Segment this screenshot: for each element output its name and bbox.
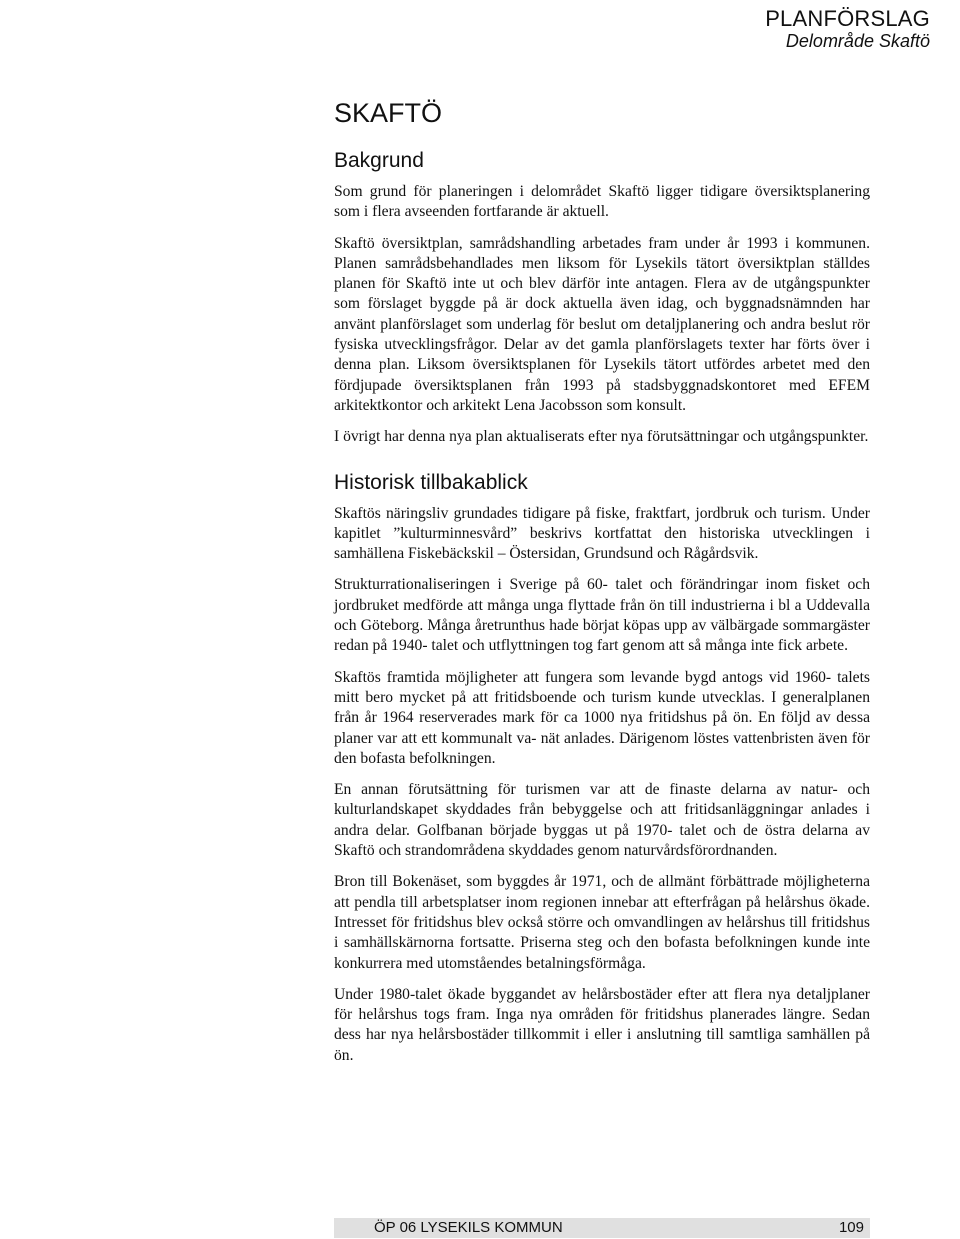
paragraph: Skaftö översiktplan, samrådshandling arbetades fram under år 1993 i kommunen. Planen samrådsbehandlades men liksom för Lysekils tätort översiktplan ställdes planen för Skaftö inte ut och blev därför inte antagen. Flera av de utgångspunkter som förslaget byggde på är dock aktuella även idag, och byggnadsnämnden har använt planförslaget som underlag för beslut om detaljplanering och andra beslut rör fysiska utvecklingsfrågor. Delar av det gamla planförslagets texter har förts över i denna plan. Liksom översiktsplanen för Lysekils tätort utfördes arbetet med den fördjupade översiktsplanen från 1993 på stadsbyggnadskontoret med EFEM arkitektkontor och arkitekt Lena Jacobsson som konsult.	[334, 234, 870, 414]
footer-publication: ÖP 06 LYSEKILS KOMMUN	[374, 1219, 563, 1236]
running-header	[765, 6, 930, 52]
paragraph: Skaftös näringsliv grundades tidigare på fiske, fraktfart, jordbruk och turism. Under kapitlet ”kulturminnesvård” beskrivs kortfattat den historiska utvecklingen i samhällena Fiskebäckskil – Östersidan, Grundsund och Rågårdsvik.	[334, 504, 870, 563]
paragraph: Strukturrationaliseringen i Sverige på 60- talet och förändringar inom fisket och jordbruket medförde att många unga flyttade från ön till industrierna i bl a Uddevalla och Göteborg. Många åretrunthus hade börjat köpas upp av välbärgade sommargäster redan på 1940- talet och utflyttningen tog fart genom att så många inte fick arbete.	[334, 576, 870, 655]
paragraph: Bron till Bokenäset, som byggdes år 1971, och de allmänt förbättrade möjligheterna att pendla till arbetsplatser inom regionen innebar att efterfrågan på helårshus ökade. Intresset för fritidshus blev också större och omvandlingen av helårshus till fritidshus i samhällskärnorna fortsatte. Priserna steg och den bofasta befolkningen kunde inte konkurrera med utomståendes betalningsförmåga.	[334, 873, 870, 972]
paragraph: Som grund för planeringen i delområdet Skaftö ligger tidigare översiktsplanering som i flera avseenden fortfarande är aktuell.	[334, 183, 870, 221]
paragraph: Skaftös framtida möjligheter att fungera som levande bygd antogs vid 1960- talets mitt bero mycket på att fritidsboende och turism kunde utvecklas. I generalplanen från år 1964 reserverades mark för ca 1000 nya fritidshus på ön. En följd av dessa planer var att ett kommunalt va- nät anlades. Därigenom löstes vattenbristen även för den bofasta befolkningen.	[334, 668, 870, 767]
paragraph: Under 1980-talet ökade byggandet av helårsbostäder efter att flera nya detaljplaner för helårshus togs fram. Inga nya områden för fritidshus planerades längre. Sedan dess har nya helårsbostäder tillkommit i eller i anslutning till samtliga samhällen på ön.	[334, 985, 870, 1064]
section-heading-bakgrund: Bakgrund	[334, 149, 424, 172]
page-number: 109	[838, 1219, 864, 1236]
paragraph: En annan förutsättning för turismen var att de finaste delarna av natur- och kulturlandskapet skyddades från bebyggelse och att fritidsanläggningar anlades i andra delar. Golfbanan började byggas ut på 1970- talet och de östra delarna av Skaftö och strandområdena skyddades genom naturvårdsförordnanden.	[334, 781, 870, 860]
paragraph: I övrigt har denna nya plan aktualiserats efter nya förutsättningar och utgångspunkter.	[334, 428, 869, 446]
page-footer	[334, 1218, 870, 1238]
header-title: PLANFÖRSLAG	[765, 6, 930, 31]
section-heading-historisk: Historisk tillbakablick	[334, 470, 528, 494]
main-content	[334, 96, 870, 1077]
header-subtitle: Delområde Skaftö	[785, 31, 930, 52]
page-title: SKAFTÖ	[334, 98, 443, 128]
